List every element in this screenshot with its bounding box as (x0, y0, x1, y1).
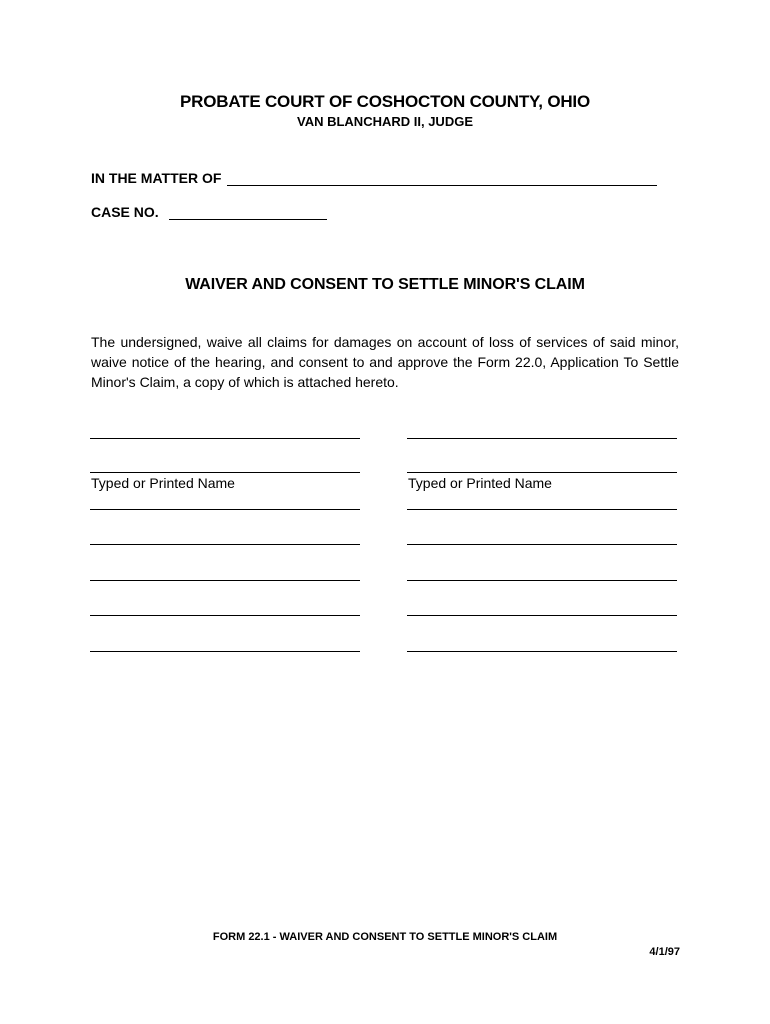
case-row (91, 204, 327, 220)
signature-line-right-6[interactable] (407, 615, 677, 616)
signature-line-left-5[interactable] (90, 580, 360, 581)
signature-line-right-4[interactable] (407, 544, 677, 545)
signature-line-right-7[interactable] (407, 651, 677, 652)
typed-name-label-left: Typed or Printed Name (91, 475, 235, 491)
signature-line-left-3[interactable] (90, 509, 360, 510)
signature-line-right-5[interactable] (407, 580, 677, 581)
signature-line-left-2[interactable] (90, 472, 360, 473)
typed-name-label-right: Typed or Printed Name (408, 475, 552, 491)
signature-line-left-1[interactable] (90, 438, 360, 439)
court-title: PROBATE COURT OF COSHOCTON COUNTY, OHIO (180, 92, 590, 111)
footer-form-id: FORM 22.1 - WAIVER AND CONSENT TO SETTLE MINOR'S CLAIM (212, 931, 558, 943)
signature-line-right-3[interactable] (407, 509, 677, 510)
signature-line-left-6[interactable] (90, 615, 360, 616)
signature-line-left-7[interactable] (90, 651, 360, 652)
signature-line-right-1[interactable] (407, 438, 677, 439)
case-number-blank-line[interactable] (169, 205, 327, 220)
matter-blank-line[interactable] (227, 171, 657, 186)
signature-line-right-2[interactable] (407, 472, 677, 473)
case-number-label: CASE NO. (91, 204, 159, 220)
judge-name: VAN BLANCHARD II, JUDGE (297, 114, 473, 129)
form-title: WAIVER AND CONSENT TO SETTLE MINOR'S CLAIM (185, 276, 585, 293)
waiver-body-text: The undersigned, waive all claims for damages on account of loss of services of said minor, waive notice of the hearing, and consent to and approve the Form 22.0, Application To Settle Minor's Claim, a copy of which is attached hereto. (91, 334, 679, 390)
matter-row (91, 170, 657, 186)
matter-label: IN THE MATTER OF (91, 170, 222, 186)
footer-date: 4/1/97 (649, 946, 680, 958)
signature-line-left-4[interactable] (90, 544, 360, 545)
